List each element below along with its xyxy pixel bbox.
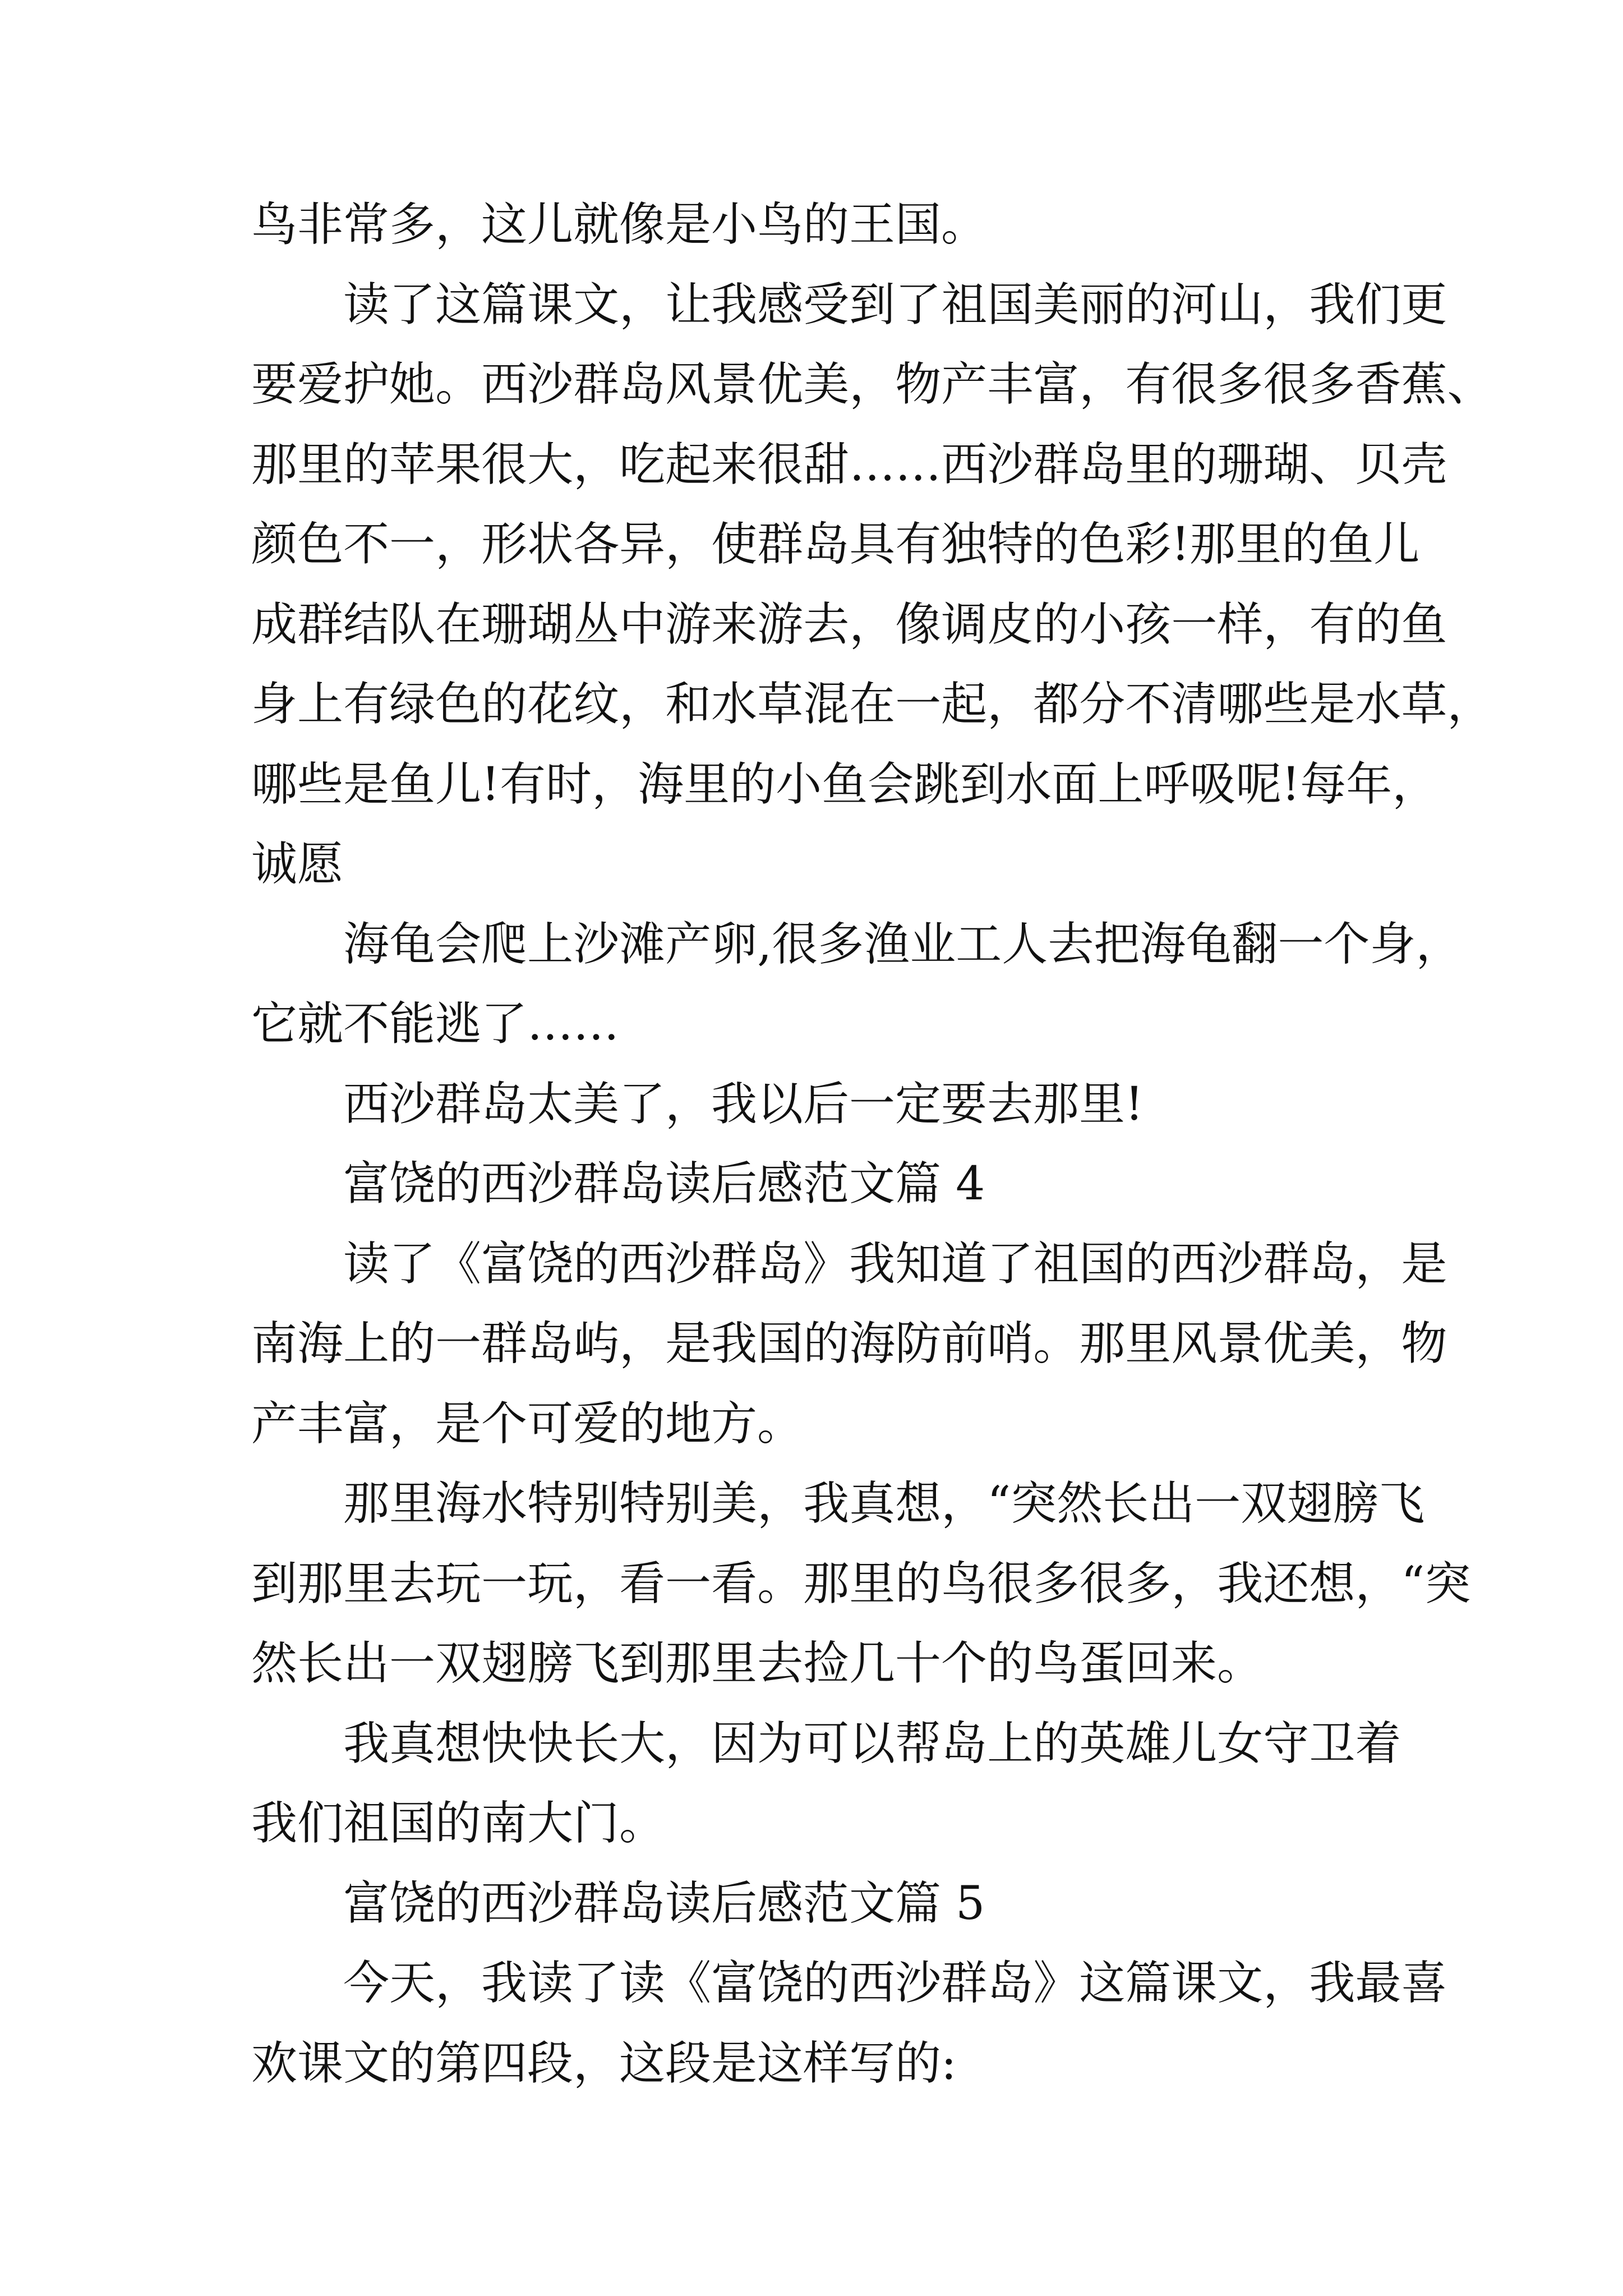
text-line: 产丰富，是个可爱的地方。 [251,1397,804,1451]
article-body [251,185,1493,2104]
text-line: 诚愿 [251,838,344,891]
text-line: 西沙群岛太美了，我以后一定要去那里! [343,1077,1144,1131]
text-line: 那 里 海 水 特 别 特 别 美 ， 我 真 想 ， “ 突 然 长 出 一 双 翅 膀 飞 [343,1477,1425,1530]
text-line: 海 龟 会 爬 上 沙 滩 产 卵 , 很 多 渔 业 工 人 去 把 海 龟 翻 一 个 身 ， [343,917,1462,971]
text-line: 颜 色 不 一 ， 形 状 各 异 ， 使 群 岛 具 有 独 特 的 色 彩 ! 那 里 的 鱼 儿 [251,518,1420,571]
text-line: 成 群 结 队 在 珊 瑚 丛 中 游 来 游 去 ， 像 调 皮 的 小 孩 一 样 ， 有 的 鱼 [251,597,1447,651]
text-line: 南 海 上 的 一 群 岛 屿 ， 是 我 国 的 海 防 前 哨 。 那 里 风 景 优 美 ， 物 [251,1317,1447,1370]
text-line: 我们祖国的南大门。 [251,1797,666,1850]
text-line: 然长出一双翅膀飞到那里去捡几十个的鸟蛋回来。 [251,1637,1264,1690]
text-line: 鸟非常多，这儿就像是小鸟的王国。 [251,198,988,251]
text-line: 富饶的西沙群岛读后感范文篇 4 [343,1157,985,1211]
text-line: 它就不能逃了…… [251,997,620,1051]
text-line: 读 了 《 富 饶 的 西 沙 群 岛 》 我 知 道 了 祖 国 的 西 沙 群 岛 ， 是 [343,1237,1447,1291]
text-line: 富饶的西沙群岛读后感范文篇 5 [343,1876,985,1930]
text-line: 今 天 ， 我 读 了 读 《 富 饶 的 西 沙 群 岛 》 这 篇 课 文 ， 我 最 喜 [343,1957,1447,2010]
text-line: 读 了 这 篇 课 文 ， 让 我 感 受 到 了 祖 国 美 丽 的 河 山 ， 我 们 更 [343,278,1447,332]
text-line: 哪 些 是 鱼 儿 ! 有 时 ， 海 里 的 小 鱼 会 跳 到 水 面 上 呼 吸 呢 ! 每 年 ， [251,757,1438,811]
text-line: 要 爱 护 她 。 西 沙 群 岛 风 景 优 美 ， 物 产 丰 富 ， 有 很 多 很 多 香 蕉 、 [251,358,1493,411]
text-line: 我 真 想 快 快 长 大 ， 因 为 可 以 帮 岛 上 的 英 雄 儿 女 守 卫 着 [343,1717,1401,1770]
text-line: 身 上 有 绿 色 的 花 纹 ， 和 水 草 混 在 一 起 ， 都 分 不 清 哪 些 是 水 草 ， [251,678,1493,731]
text-line: 那 里 的 苹 果 很 大 ， 吃 起 来 很 甜 … … 西 沙 群 岛 里 的 珊 瑚 、 贝 壳 [251,438,1447,491]
text-line: 到 那 里 去 玩 一 玩 ， 看 一 看 。 那 里 的 鸟 很 多 很 多 ， 我 还 想 ， “ 突 [251,1557,1471,1611]
text-line: 欢课文的第四段，这段是这样写的: [251,2036,957,2090]
